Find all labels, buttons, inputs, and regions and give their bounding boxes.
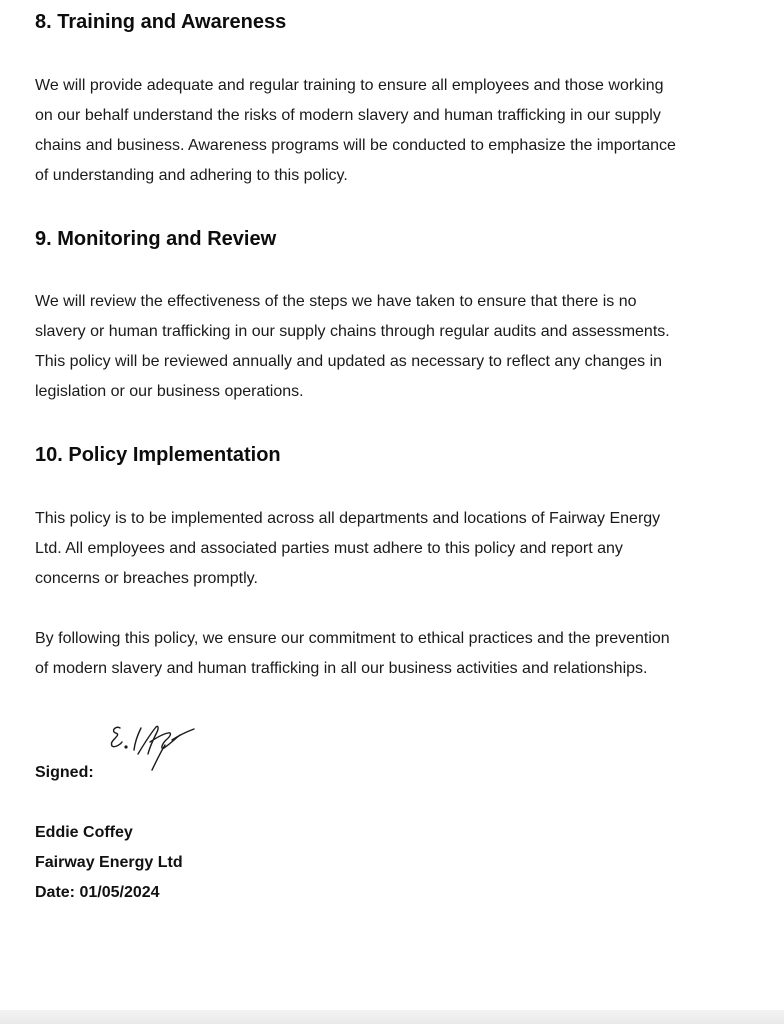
section-heading: 9. Monitoring and Review <box>35 228 277 250</box>
paragraph-line: on our behalf understand the risks of modern slavery and human trafficking in our supply <box>35 107 661 124</box>
paragraph-line: chains and business. Awareness programs will be conducted to emphasize the importance <box>35 137 676 154</box>
closing-paragraph <box>35 624 755 684</box>
section-training-awareness <box>35 9 755 35</box>
paragraph-line: legislation or our business operations. <box>35 383 304 400</box>
section-heading: 10. Policy Implementation <box>35 444 281 466</box>
paragraph-line: This policy is to be implemented across all departments and locations of Fairway Energy <box>35 510 661 527</box>
signer-details <box>35 818 183 908</box>
paragraph-line: By following this policy, we ensure our commitment to ethical practices and the prevention <box>35 630 670 647</box>
section-paragraph <box>35 71 755 191</box>
paragraph-line: Ltd. All employees and associated parties must adhere to this policy and report any <box>35 540 623 557</box>
paragraph-line: slavery or human trafficking in our supply chains through regular audits and assessments. <box>35 323 670 340</box>
paragraph-line: of modern slavery and human trafficking in all our business activities and relationships. <box>35 660 648 677</box>
paragraph-line: This policy will be reviewed annually and updated as necessary to reflect any changes in <box>35 353 663 370</box>
signed-label: Signed: <box>35 764 94 781</box>
signature-block <box>35 720 335 790</box>
page-bottom-edge <box>0 1010 784 1024</box>
section-monitoring-review <box>35 226 755 252</box>
paragraph-line: of understanding and adhering to this policy. <box>35 167 348 184</box>
signer-name: Eddie Coffey <box>35 824 133 841</box>
paragraph-line: We will review the effectiveness of the steps we have taken to ensure that there is no <box>35 293 637 310</box>
section-heading: 8. Training and Awareness <box>35 11 287 33</box>
section-policy-implementation <box>35 442 755 468</box>
paragraph-line: We will provide adequate and regular training to ensure all employees and those working <box>35 77 664 94</box>
section-paragraph <box>35 287 755 407</box>
signer-company: Fairway Energy Ltd <box>35 854 183 871</box>
section-paragraph <box>35 504 755 594</box>
handwritten-signature <box>108 720 203 776</box>
signature-date: Date: 01/05/2024 <box>35 884 160 901</box>
paragraph-line: concerns or breaches promptly. <box>35 570 258 587</box>
